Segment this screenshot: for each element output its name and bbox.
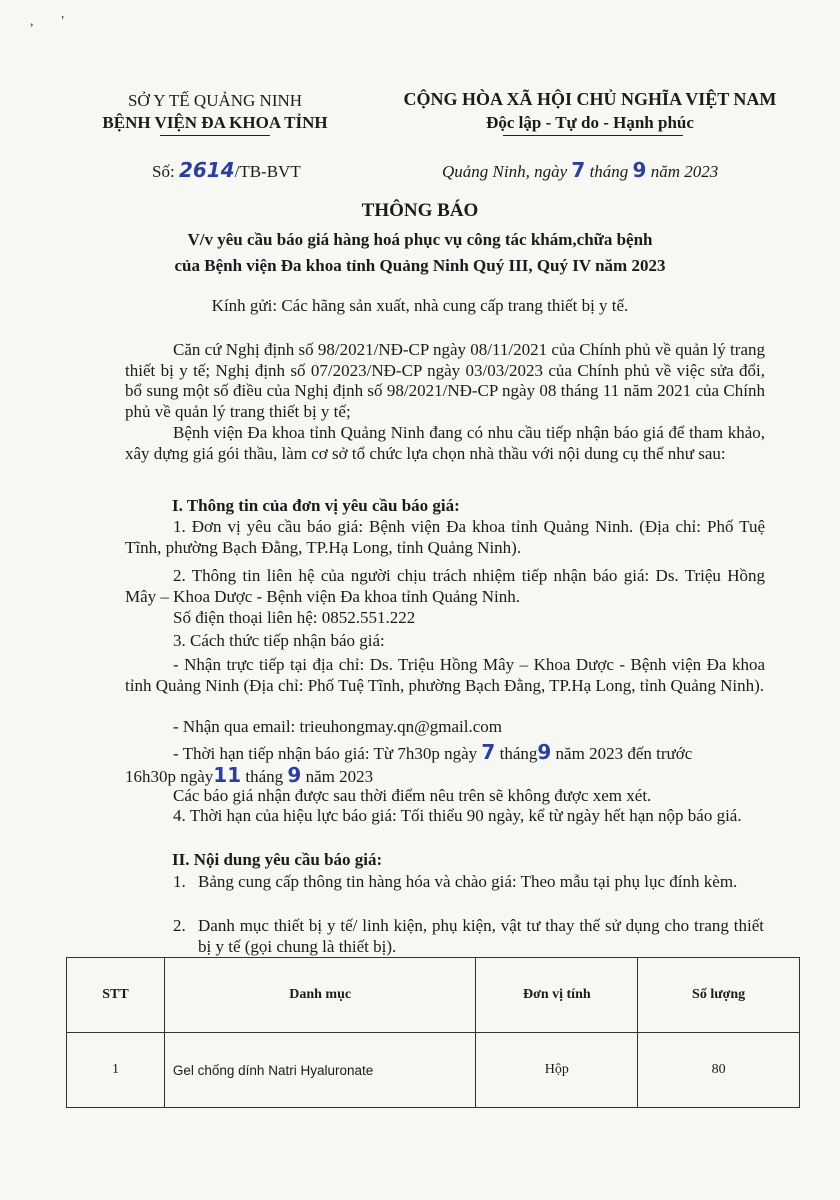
section-2-title: II. Nội dung yêu cầu báo giá:	[172, 850, 383, 869]
cell-stt: 1	[67, 1033, 165, 1108]
deadline-month-2: 9	[287, 763, 302, 787]
items-table	[66, 957, 800, 1108]
request-paragraph: Bệnh viện Đa khoa tỉnh Quảng Ninh đang có nhu cầu tiếp nhận báo giá để tham khảo, xây dựng giá gói thầu, làm cơ sở tổ chức lựa chọn nhà thầu với nội dung cụ thể như sau:	[125, 423, 765, 463]
notice-subject-2: của Bệnh viện Đa khoa tỉnh Quảng Ninh Quý III, Quý IV năm 2023	[174, 256, 666, 275]
header-left	[100, 90, 330, 134]
deadline-month-label-1: tháng	[499, 744, 538, 763]
national-motto: Độc lập - Tự do - Hạnh phúc	[486, 113, 694, 132]
notice-title: THÔNG BÁO	[361, 200, 479, 221]
day-handwritten: 7	[571, 158, 586, 182]
deadline-prefix: - Thời hạn tiếp nhận báo giá: Từ 7h30p ngày	[173, 744, 478, 763]
contact-phone: Số điện thoại liên hệ: 0852.551.222	[173, 608, 416, 627]
scan-marks: , '	[30, 14, 65, 29]
header-right-underline	[503, 135, 683, 136]
national-title: CỘNG HÒA XÃ HỘI CHỦ NGHĨA VIỆT NAM	[403, 89, 777, 109]
col-category: Danh mục	[164, 958, 476, 1033]
col-stt: STT	[67, 958, 165, 1033]
deadline-month-1: 9	[537, 740, 552, 764]
place-date	[442, 158, 718, 182]
section-1-title: I. Thông tin của đơn vị yêu cầu báo giá:	[172, 496, 460, 515]
number-suffix: /TB-BVT	[234, 162, 301, 181]
recipient: Kính gửi: Các hãng sản xuất, nhà cung cấp trang thiết bị y tế.	[211, 296, 629, 315]
table-header-row	[67, 958, 800, 1033]
table-row	[67, 1033, 800, 1108]
item-1-3: 3. Cách thức tiếp nhận báo giá:	[173, 631, 385, 650]
item-1-4: 4. Thời hạn của hiệu lực báo giá: Tối thiểu 90 ngày, kể từ ngày hết hạn nộp báo giá.	[173, 806, 742, 825]
item-2-2-num: 2.	[173, 916, 186, 935]
deadline-line-2-prefix: 16h30p ngày	[125, 767, 214, 786]
item-1-2: 2. Thông tin liên hệ của người chịu trách nhiệm tiếp nhận báo giá: Ds. Triệu Hồng Mây – Khoa Dược - Bệnh viện Đa khoa tỉnh Quảng Ninh.	[125, 566, 765, 606]
deadline-month-label-2: tháng	[245, 767, 284, 786]
header-right	[390, 88, 790, 134]
item-2-2: Danh mục thiết bị y tế/ linh kiện, phụ kiện, vật tư thay thế sử dụng cho trang thiết bị y tế (gọi chung là thiết bị).	[198, 916, 764, 956]
col-unit: Đơn vị tính	[476, 958, 638, 1033]
document-number	[152, 158, 301, 182]
deadline-mid: năm 2023 đến trước	[555, 744, 693, 763]
year-text: năm 2023	[650, 162, 719, 181]
item-1-3-direct: - Nhận trực tiếp tại địa chỉ: Ds. Triệu Hồng Mây – Khoa Dược - Bệnh viện Đa khoa tỉnh Quảng Ninh (Địa chỉ: Phố Tuệ Tĩnh, phường Bạch Đằng, TP.Hạ Long, tỉnh Quảng Ninh).	[125, 655, 765, 695]
item-2-1: Bảng cung cấp thông tin hàng hóa và chào giá: Theo mẫu tại phụ lục đính kèm.	[198, 872, 738, 891]
deadline-day-1: 7	[481, 740, 496, 764]
cell-unit: Hộp	[476, 1033, 638, 1108]
deadline-day-2: 11	[213, 763, 242, 787]
org-name: BỆNH VIỆN ĐA KHOA TỈNH	[102, 113, 328, 132]
place-date-prefix: Quảng Ninh, ngày	[442, 162, 568, 181]
item-2-1-num: 1.	[173, 872, 186, 891]
col-quantity: Số lượng	[638, 958, 800, 1033]
cell-category: Gel chống dính Natri Hyaluronate	[164, 1033, 476, 1108]
item-1-3-email: - Nhận qua email: trieuhongmay.qn@gmail.com	[173, 717, 502, 736]
number-handwritten: 2614	[178, 158, 235, 182]
deadline-line-1	[173, 740, 692, 764]
deadline-year-2: năm 2023	[305, 767, 374, 786]
number-label: Số:	[152, 162, 175, 181]
deadline-line-2	[125, 763, 373, 787]
header-left-underline	[160, 135, 270, 136]
item-1-1: 1. Đơn vị yêu cầu báo giá: Bệnh viện Đa khoa tỉnh Quảng Ninh. (Địa chỉ: Phố Tuệ Tĩnh, phường Bạch Đằng, TP.Hạ Long, tỉnh Quảng Ninh).	[125, 517, 765, 557]
late-note: Các báo giá nhận được sau thời điểm nêu trên sẽ không được xem xét.	[173, 786, 652, 805]
notice-subject-1: V/v yêu cầu báo giá hàng hoá phục vụ công tác khám,chữa bệnh	[187, 230, 653, 249]
month-label: tháng	[589, 162, 629, 181]
legal-basis-paragraph: Căn cứ Nghị định số 98/2021/NĐ-CP ngày 08/11/2021 của Chính phủ về quản lý trang thiết bị y tế; Nghị định số 07/2023/NĐ-CP ngày 03/03/2023 của Chính phủ về việc sửa đổi, bổ sung một số điều của Nghị định số 98/2021/NĐ-CP ngày 08 tháng 11 năm 2021 của Chính phủ về quản lý trang thiết bị y tế;	[125, 340, 765, 421]
cell-quantity: 80	[638, 1033, 800, 1108]
org-parent: SỞ Y TẾ QUẢNG NINH	[127, 91, 303, 110]
month-handwritten: 9	[632, 158, 647, 182]
